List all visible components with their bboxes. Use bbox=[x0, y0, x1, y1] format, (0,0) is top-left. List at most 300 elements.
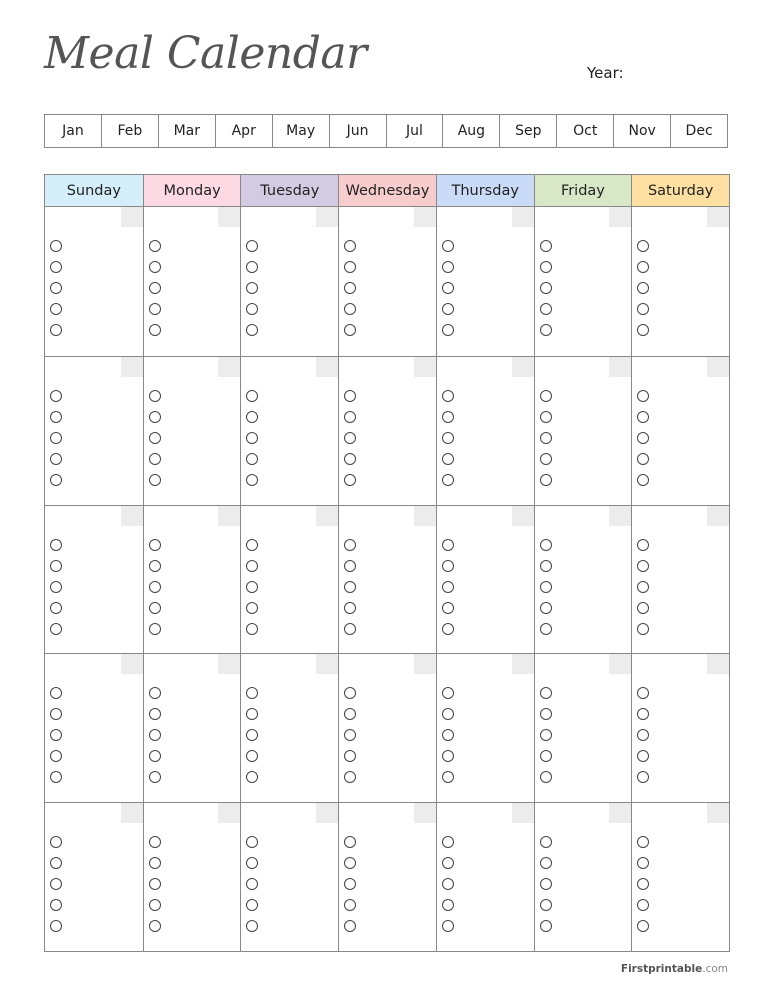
meal-checkbox[interactable] bbox=[442, 560, 454, 572]
meal-checkbox[interactable] bbox=[149, 729, 161, 741]
meal-checkbox[interactable] bbox=[540, 687, 552, 699]
meal-checkbox[interactable] bbox=[149, 878, 161, 890]
meal-checkbox[interactable] bbox=[50, 857, 62, 869]
date-box bbox=[609, 207, 631, 227]
meal-checkbox[interactable] bbox=[442, 729, 454, 741]
day-cell bbox=[240, 356, 338, 505]
meal-checklist bbox=[149, 836, 161, 932]
meal-checkbox[interactable] bbox=[442, 899, 454, 911]
meal-checkbox[interactable] bbox=[540, 539, 552, 551]
meal-checklist bbox=[442, 240, 454, 336]
meal-checkbox[interactable] bbox=[149, 836, 161, 848]
meal-checkbox[interactable] bbox=[442, 432, 454, 444]
meal-checkbox[interactable] bbox=[246, 282, 258, 294]
meal-checkbox[interactable] bbox=[540, 324, 552, 336]
meal-checkbox[interactable] bbox=[540, 560, 552, 572]
meal-checkbox[interactable] bbox=[637, 581, 649, 593]
date-box bbox=[414, 803, 436, 823]
month-feb: Feb bbox=[101, 115, 158, 147]
meal-checkbox[interactable] bbox=[50, 581, 62, 593]
meal-checkbox[interactable] bbox=[637, 623, 649, 635]
meal-checkbox[interactable] bbox=[344, 240, 356, 252]
day-cell bbox=[631, 653, 729, 802]
meal-checkbox[interactable] bbox=[540, 878, 552, 890]
day-header-thursday: Thursday bbox=[436, 175, 534, 207]
meal-checkbox[interactable] bbox=[149, 240, 161, 252]
meal-checklist bbox=[344, 390, 356, 486]
day-cell bbox=[631, 505, 729, 654]
day-header-sunday: Sunday bbox=[45, 175, 143, 207]
day-cell bbox=[45, 207, 143, 356]
day-cell bbox=[143, 505, 241, 654]
date-box bbox=[512, 207, 534, 227]
meal-checkbox[interactable] bbox=[149, 474, 161, 486]
meal-checklist bbox=[149, 240, 161, 336]
meal-checklist bbox=[50, 687, 62, 783]
day-cell bbox=[534, 356, 632, 505]
meal-checkbox[interactable] bbox=[637, 261, 649, 273]
day-cell bbox=[143, 207, 241, 356]
meal-checkbox[interactable] bbox=[637, 920, 649, 932]
meal-checkbox[interactable] bbox=[50, 539, 62, 551]
meal-checkbox[interactable] bbox=[442, 539, 454, 551]
meal-checklist bbox=[637, 390, 649, 486]
meal-checkbox[interactable] bbox=[149, 432, 161, 444]
meal-checkbox[interactable] bbox=[246, 878, 258, 890]
meal-checkbox[interactable] bbox=[50, 708, 62, 720]
meal-checklist bbox=[149, 539, 161, 635]
meal-checkbox[interactable] bbox=[149, 282, 161, 294]
meal-checkbox[interactable] bbox=[50, 623, 62, 635]
date-box bbox=[414, 207, 436, 227]
meal-checklist bbox=[540, 539, 552, 635]
meal-checklist bbox=[637, 836, 649, 932]
meal-checkbox[interactable] bbox=[442, 687, 454, 699]
meal-checkbox[interactable] bbox=[50, 750, 62, 762]
meal-checkbox[interactable] bbox=[540, 581, 552, 593]
meal-checkbox[interactable] bbox=[344, 539, 356, 551]
meal-checkbox[interactable] bbox=[540, 411, 552, 423]
meal-checkbox[interactable] bbox=[442, 240, 454, 252]
month-dec: Dec bbox=[670, 115, 727, 147]
meal-checkbox[interactable] bbox=[637, 303, 649, 315]
meal-checkbox[interactable] bbox=[442, 750, 454, 762]
meal-checkbox[interactable] bbox=[637, 750, 649, 762]
meal-checkbox[interactable] bbox=[344, 282, 356, 294]
meal-checkbox[interactable] bbox=[149, 581, 161, 593]
meal-checkbox[interactable] bbox=[246, 708, 258, 720]
date-box bbox=[609, 506, 631, 526]
meal-checkbox[interactable] bbox=[442, 878, 454, 890]
meal-checkbox[interactable] bbox=[50, 303, 62, 315]
meal-checkbox[interactable] bbox=[344, 432, 356, 444]
day-cell bbox=[534, 505, 632, 654]
day-cell bbox=[436, 802, 534, 951]
meal-checklist bbox=[344, 687, 356, 783]
meal-checkbox[interactable] bbox=[637, 602, 649, 614]
meal-checkbox[interactable] bbox=[50, 282, 62, 294]
meal-checklist bbox=[50, 836, 62, 932]
month-jun: Jun bbox=[329, 115, 386, 147]
meal-checkbox[interactable] bbox=[246, 432, 258, 444]
day-header-saturday: Saturday bbox=[631, 175, 729, 207]
date-box bbox=[218, 357, 240, 377]
day-cell bbox=[143, 356, 241, 505]
meal-checkbox[interactable] bbox=[246, 474, 258, 486]
meal-checkbox[interactable] bbox=[344, 411, 356, 423]
meal-checkbox[interactable] bbox=[149, 390, 161, 402]
day-header-wednesday: Wednesday bbox=[338, 175, 436, 207]
meal-checkbox[interactable] bbox=[442, 920, 454, 932]
meal-checkbox[interactable] bbox=[149, 602, 161, 614]
day-cell bbox=[45, 653, 143, 802]
meal-checkbox[interactable] bbox=[344, 708, 356, 720]
meal-checkbox[interactable] bbox=[637, 539, 649, 551]
day-cell bbox=[45, 505, 143, 654]
meal-checkbox[interactable] bbox=[637, 878, 649, 890]
meal-checkbox[interactable] bbox=[344, 750, 356, 762]
meal-checkbox[interactable] bbox=[344, 453, 356, 465]
date-box bbox=[121, 803, 143, 823]
meal-checkbox[interactable] bbox=[344, 390, 356, 402]
meal-checkbox[interactable] bbox=[442, 708, 454, 720]
meal-checklist bbox=[344, 836, 356, 932]
meal-checkbox[interactable] bbox=[344, 303, 356, 315]
date-box bbox=[316, 506, 338, 526]
meal-checkbox[interactable] bbox=[637, 708, 649, 720]
meal-checkbox[interactable] bbox=[246, 240, 258, 252]
meal-checkbox[interactable] bbox=[344, 836, 356, 848]
meal-checkbox[interactable] bbox=[442, 261, 454, 273]
meal-checkbox[interactable] bbox=[344, 920, 356, 932]
brand-name: Firstprintable bbox=[620, 963, 703, 975]
meal-checkbox[interactable] bbox=[50, 899, 62, 911]
day-cell bbox=[534, 802, 632, 951]
meal-checkbox[interactable] bbox=[637, 771, 649, 783]
meal-checkbox[interactable] bbox=[246, 324, 258, 336]
day-cell bbox=[534, 653, 632, 802]
month-aug: Aug bbox=[442, 115, 499, 147]
meal-checkbox[interactable] bbox=[246, 261, 258, 273]
meal-checklist bbox=[50, 390, 62, 486]
meal-checkbox[interactable] bbox=[246, 836, 258, 848]
month-may: May bbox=[272, 115, 329, 147]
day-cell bbox=[436, 653, 534, 802]
meal-checkbox[interactable] bbox=[246, 453, 258, 465]
meal-checkbox[interactable] bbox=[344, 857, 356, 869]
meal-checkbox[interactable] bbox=[344, 581, 356, 593]
date-box bbox=[609, 357, 631, 377]
day-header-monday: Monday bbox=[143, 175, 241, 207]
meal-checklist bbox=[637, 240, 649, 336]
meal-checkbox[interactable] bbox=[637, 857, 649, 869]
meal-checkbox[interactable] bbox=[344, 602, 356, 614]
date-box bbox=[121, 506, 143, 526]
date-box bbox=[414, 357, 436, 377]
day-cell bbox=[338, 207, 436, 356]
meal-checkbox[interactable] bbox=[442, 411, 454, 423]
brand-domain: .com bbox=[702, 963, 728, 975]
meal-checkbox[interactable] bbox=[149, 324, 161, 336]
day-cell bbox=[143, 802, 241, 951]
meal-checkbox[interactable] bbox=[50, 729, 62, 741]
meal-checklist bbox=[637, 687, 649, 783]
meal-checklist bbox=[540, 390, 552, 486]
meal-checkbox[interactable] bbox=[540, 474, 552, 486]
day-cell bbox=[631, 207, 729, 356]
meal-checkbox[interactable] bbox=[149, 920, 161, 932]
month-oct: Oct bbox=[556, 115, 613, 147]
meal-checkbox[interactable] bbox=[50, 411, 62, 423]
month-row bbox=[44, 114, 728, 148]
meal-checkbox[interactable] bbox=[344, 560, 356, 572]
meal-checkbox[interactable] bbox=[50, 261, 62, 273]
day-cell bbox=[338, 653, 436, 802]
date-box bbox=[316, 207, 338, 227]
meal-checkbox[interactable] bbox=[50, 920, 62, 932]
date-box bbox=[707, 654, 729, 674]
meal-checkbox[interactable] bbox=[442, 453, 454, 465]
meal-checkbox[interactable] bbox=[442, 623, 454, 635]
day-cell bbox=[338, 356, 436, 505]
meal-checkbox[interactable] bbox=[344, 261, 356, 273]
meal-checkbox[interactable] bbox=[246, 920, 258, 932]
meal-checkbox[interactable] bbox=[637, 687, 649, 699]
meal-checkbox[interactable] bbox=[540, 282, 552, 294]
date-box bbox=[512, 803, 534, 823]
meal-checkbox[interactable] bbox=[540, 708, 552, 720]
meal-checklist bbox=[246, 539, 258, 635]
meal-checkbox[interactable] bbox=[540, 240, 552, 252]
date-box bbox=[707, 803, 729, 823]
month-nov: Nov bbox=[613, 115, 670, 147]
day-cell bbox=[338, 505, 436, 654]
date-box bbox=[609, 803, 631, 823]
meal-checkbox[interactable] bbox=[540, 771, 552, 783]
meal-checkbox[interactable] bbox=[246, 411, 258, 423]
date-box bbox=[707, 357, 729, 377]
date-box bbox=[121, 357, 143, 377]
month-apr: Apr bbox=[215, 115, 272, 147]
day-cell bbox=[436, 207, 534, 356]
day-header-tuesday: Tuesday bbox=[240, 175, 338, 207]
date-box bbox=[512, 506, 534, 526]
meal-checkbox[interactable] bbox=[50, 836, 62, 848]
meal-checkbox[interactable] bbox=[50, 453, 62, 465]
meal-checkbox[interactable] bbox=[246, 390, 258, 402]
month-sep: Sep bbox=[499, 115, 556, 147]
meal-checkbox[interactable] bbox=[442, 602, 454, 614]
meal-checkbox[interactable] bbox=[344, 899, 356, 911]
day-cell bbox=[534, 207, 632, 356]
meal-checklist bbox=[50, 539, 62, 635]
meal-checkbox[interactable] bbox=[442, 474, 454, 486]
meal-checkbox[interactable] bbox=[50, 240, 62, 252]
date-box bbox=[316, 357, 338, 377]
meal-checklist bbox=[246, 390, 258, 486]
meal-checkbox[interactable] bbox=[149, 560, 161, 572]
meal-checklist bbox=[246, 687, 258, 783]
date-box bbox=[414, 654, 436, 674]
meal-checklist bbox=[442, 687, 454, 783]
brand-logo bbox=[621, 963, 728, 975]
meal-checklist bbox=[540, 687, 552, 783]
meal-checkbox[interactable] bbox=[246, 750, 258, 762]
meal-checkbox[interactable] bbox=[344, 474, 356, 486]
meal-checkbox[interactable] bbox=[149, 453, 161, 465]
meal-checkbox[interactable] bbox=[344, 623, 356, 635]
meal-checkbox[interactable] bbox=[442, 771, 454, 783]
meal-checkbox[interactable] bbox=[149, 261, 161, 273]
meal-checkbox[interactable] bbox=[149, 708, 161, 720]
meal-checkbox[interactable] bbox=[344, 687, 356, 699]
meal-checkbox[interactable] bbox=[246, 729, 258, 741]
meal-checkbox[interactable] bbox=[540, 623, 552, 635]
date-box bbox=[218, 207, 240, 227]
meal-checkbox[interactable] bbox=[246, 303, 258, 315]
day-cell bbox=[240, 653, 338, 802]
meal-checkbox[interactable] bbox=[50, 878, 62, 890]
meal-checklist bbox=[50, 240, 62, 336]
meal-checkbox[interactable] bbox=[344, 729, 356, 741]
meal-checkbox[interactable] bbox=[442, 836, 454, 848]
day-cell bbox=[631, 802, 729, 951]
page-title: Meal Calendar bbox=[44, 28, 367, 79]
meal-checkbox[interactable] bbox=[246, 581, 258, 593]
day-cell bbox=[631, 356, 729, 505]
meal-checkbox[interactable] bbox=[637, 390, 649, 402]
meal-checkbox[interactable] bbox=[637, 432, 649, 444]
meal-checkbox[interactable] bbox=[540, 899, 552, 911]
meal-checkbox[interactable] bbox=[442, 303, 454, 315]
meal-checkbox[interactable] bbox=[246, 899, 258, 911]
meal-checkbox[interactable] bbox=[246, 623, 258, 635]
meal-checkbox[interactable] bbox=[50, 771, 62, 783]
meal-checkbox[interactable] bbox=[637, 453, 649, 465]
meal-checkbox[interactable] bbox=[540, 602, 552, 614]
day-cell bbox=[45, 802, 143, 951]
meal-checkbox[interactable] bbox=[540, 729, 552, 741]
date-box bbox=[512, 654, 534, 674]
meal-checkbox[interactable] bbox=[50, 687, 62, 699]
meal-checkbox[interactable] bbox=[637, 560, 649, 572]
month-jul: Jul bbox=[386, 115, 443, 147]
meal-checkbox[interactable] bbox=[50, 474, 62, 486]
day-cell bbox=[436, 356, 534, 505]
meal-checkbox[interactable] bbox=[637, 411, 649, 423]
meal-checkbox[interactable] bbox=[246, 771, 258, 783]
date-box bbox=[707, 207, 729, 227]
calendar-grid bbox=[44, 174, 730, 952]
meal-checklist bbox=[149, 390, 161, 486]
meal-checkbox[interactable] bbox=[442, 390, 454, 402]
year-label: Year: bbox=[587, 64, 624, 82]
meal-checkbox[interactable] bbox=[246, 560, 258, 572]
meal-checkbox[interactable] bbox=[540, 836, 552, 848]
meal-checkbox[interactable] bbox=[442, 857, 454, 869]
meal-checkbox[interactable] bbox=[540, 857, 552, 869]
meal-checklist bbox=[246, 836, 258, 932]
day-cell bbox=[143, 653, 241, 802]
meal-checkbox[interactable] bbox=[540, 432, 552, 444]
date-box bbox=[316, 803, 338, 823]
meal-checkbox[interactable] bbox=[540, 453, 552, 465]
meal-checkbox[interactable] bbox=[246, 602, 258, 614]
meal-checkbox[interactable] bbox=[637, 729, 649, 741]
day-cell bbox=[240, 505, 338, 654]
meal-checkbox[interactable] bbox=[149, 411, 161, 423]
meal-checklist bbox=[540, 240, 552, 336]
meal-checkbox[interactable] bbox=[246, 687, 258, 699]
meal-checkbox[interactable] bbox=[637, 474, 649, 486]
meal-checkbox[interactable] bbox=[442, 324, 454, 336]
date-box bbox=[512, 357, 534, 377]
meal-checklist bbox=[246, 240, 258, 336]
date-box bbox=[218, 506, 240, 526]
meal-checklist bbox=[540, 836, 552, 932]
meal-checkbox[interactable] bbox=[246, 539, 258, 551]
meal-checkbox[interactable] bbox=[637, 899, 649, 911]
meal-checklist bbox=[637, 539, 649, 635]
meal-checkbox[interactable] bbox=[149, 857, 161, 869]
day-header-friday: Friday bbox=[534, 175, 632, 207]
meal-checkbox[interactable] bbox=[50, 602, 62, 614]
day-cell bbox=[45, 356, 143, 505]
meal-checkbox[interactable] bbox=[540, 390, 552, 402]
meal-checkbox[interactable] bbox=[637, 324, 649, 336]
meal-checkbox[interactable] bbox=[344, 771, 356, 783]
meal-checkbox[interactable] bbox=[344, 324, 356, 336]
meal-checkbox[interactable] bbox=[540, 261, 552, 273]
date-box bbox=[218, 654, 240, 674]
day-cell bbox=[338, 802, 436, 951]
meal-checkbox[interactable] bbox=[50, 324, 62, 336]
meal-checklist bbox=[442, 836, 454, 932]
meal-checkbox[interactable] bbox=[540, 920, 552, 932]
meal-checkbox[interactable] bbox=[149, 899, 161, 911]
meal-checkbox[interactable] bbox=[50, 390, 62, 402]
day-cell bbox=[436, 505, 534, 654]
meal-checkbox[interactable] bbox=[637, 836, 649, 848]
meal-checkbox[interactable] bbox=[540, 750, 552, 762]
meal-checkbox[interactable] bbox=[344, 878, 356, 890]
meal-checkbox[interactable] bbox=[149, 623, 161, 635]
meal-checklist bbox=[442, 539, 454, 635]
meal-checklist bbox=[149, 687, 161, 783]
day-cell bbox=[240, 802, 338, 951]
meal-checkbox[interactable] bbox=[50, 560, 62, 572]
meal-checkbox[interactable] bbox=[637, 282, 649, 294]
meal-checkbox[interactable] bbox=[149, 539, 161, 551]
month-mar: Mar bbox=[158, 115, 215, 147]
meal-checkbox[interactable] bbox=[540, 303, 552, 315]
meal-checklist bbox=[442, 390, 454, 486]
date-box bbox=[707, 506, 729, 526]
meal-checkbox[interactable] bbox=[637, 240, 649, 252]
meal-checkbox[interactable] bbox=[149, 303, 161, 315]
meal-checkbox[interactable] bbox=[442, 282, 454, 294]
meal-checklist bbox=[344, 539, 356, 635]
meal-checklist bbox=[344, 240, 356, 336]
meal-checkbox[interactable] bbox=[149, 750, 161, 762]
day-cell bbox=[240, 207, 338, 356]
date-box bbox=[218, 803, 240, 823]
meal-checkbox[interactable] bbox=[442, 581, 454, 593]
meal-checkbox[interactable] bbox=[246, 857, 258, 869]
meal-checkbox[interactable] bbox=[149, 687, 161, 699]
meal-checkbox[interactable] bbox=[50, 432, 62, 444]
meal-checkbox[interactable] bbox=[149, 771, 161, 783]
